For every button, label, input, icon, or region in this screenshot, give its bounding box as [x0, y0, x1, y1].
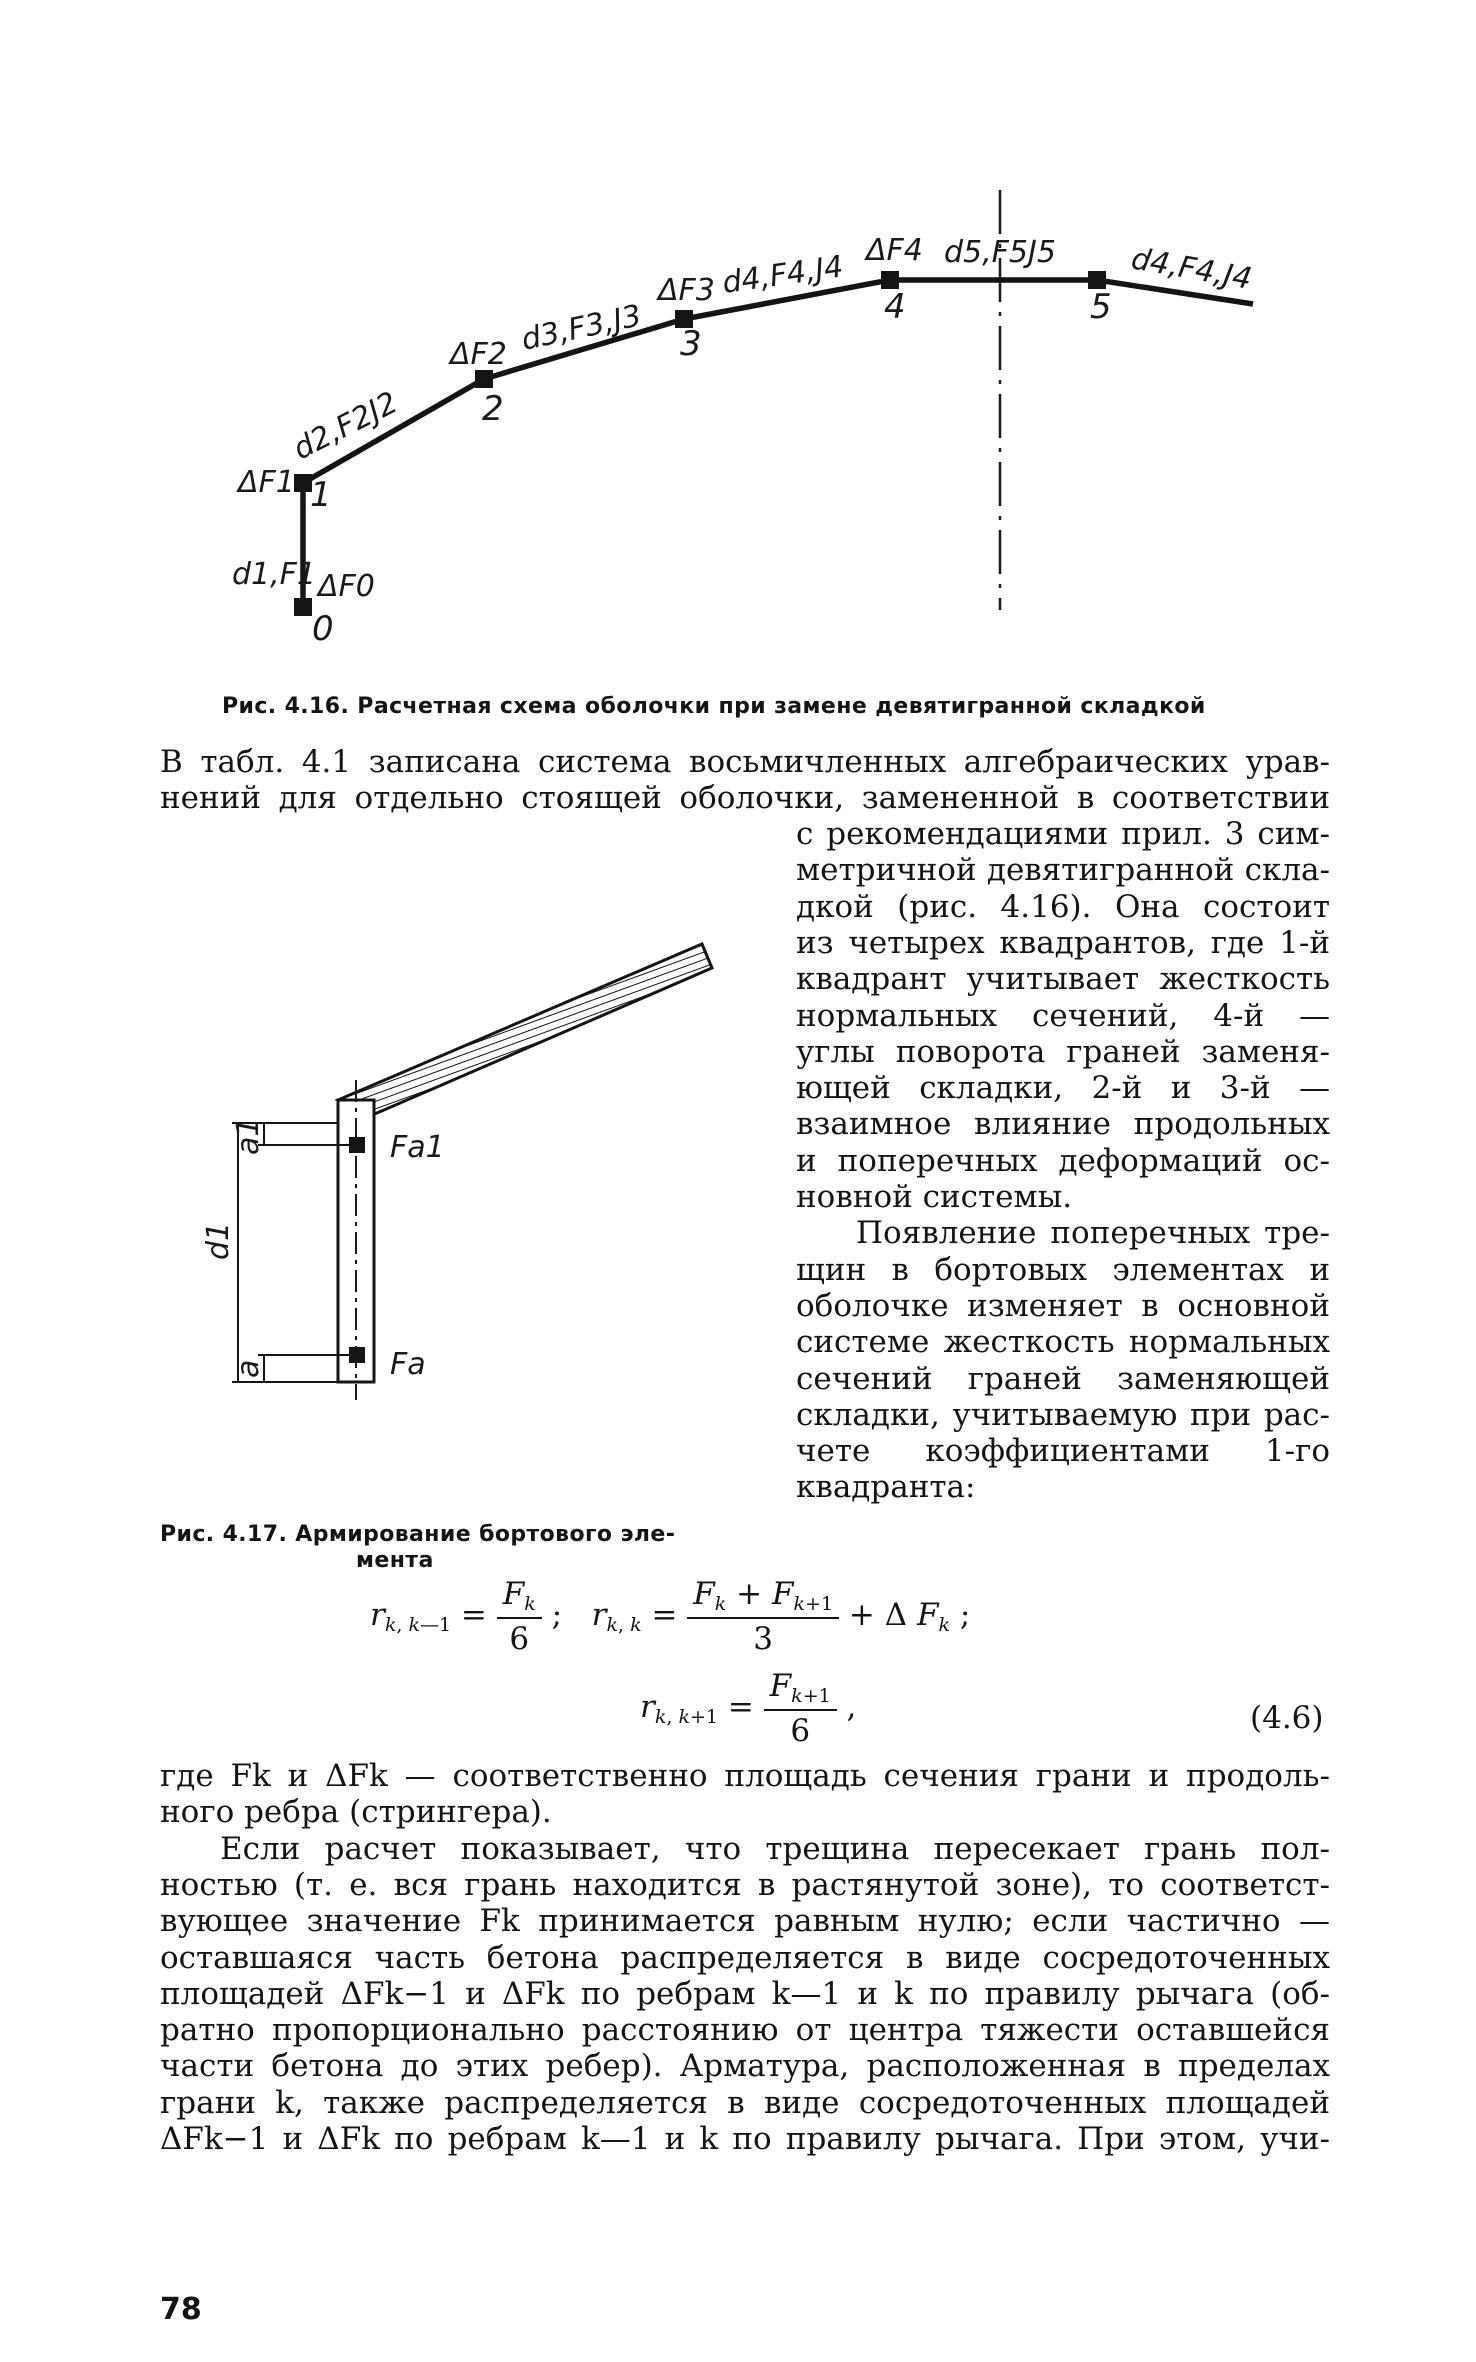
- seg3-label: d3,F3,J3: [518, 298, 645, 358]
- node-label-1: 1: [310, 475, 332, 515]
- text-line: из четырех квадрантов, где 1-й: [796, 925, 1330, 961]
- text-line: ющей складки, 2-й и 3-й —: [796, 1070, 1330, 1106]
- node-label-3: 3: [680, 324, 702, 364]
- equation-number: (4.6): [1250, 1700, 1324, 1736]
- text-line: метричной девятигранной скла-: [796, 852, 1330, 888]
- d1-label: d1: [201, 1221, 236, 1260]
- text-line: дкой (рис. 4.16). Она состоит: [796, 889, 1330, 925]
- text-line: складки, учитываемую при рас-: [796, 1397, 1330, 1433]
- equation-row-2: $r_{k, k+1}$ = $\frac{F_{k+1}}{6}$ ,: [640, 1668, 857, 1749]
- seg1-label: d1,F1: [232, 557, 317, 592]
- figure-4-16-caption: Рис. 4.16. Расчетная схема оболочки при замене девятигранной складкой: [222, 694, 1206, 719]
- a1-label: a1: [231, 1117, 266, 1155]
- text-line: нормальных сечений, 4-й —: [796, 998, 1330, 1034]
- text-line: новной системы.: [796, 1179, 1073, 1215]
- text-line: щин в бортовых элементах и: [796, 1252, 1330, 1288]
- page-number: 78: [160, 2292, 202, 2327]
- dF3-label: ΔF3: [658, 273, 715, 308]
- node-2: [475, 370, 493, 388]
- figure-4-17: [0, 880, 800, 1520]
- text-line: и поперечных деформаций ос-: [796, 1143, 1330, 1179]
- node-label-5: 5: [1090, 287, 1112, 327]
- text-line: ΔFk−1 и ΔFk по ребрам k—1 и k по правилу рычага. При этом, учи-: [160, 2121, 1330, 2157]
- dF2-label: ΔF2: [450, 337, 507, 372]
- dF0-label: ΔF0: [318, 569, 375, 604]
- rebar-top: [349, 1137, 365, 1153]
- figure-4-17-caption: Рис. 4.17. Армирование бортового эле-: [160, 1522, 676, 1547]
- text-line: углы поворота граней заменя-: [796, 1034, 1330, 1070]
- text-line: части бетона до этих ребер). Арматура, расположенная в пределах: [160, 2048, 1330, 2084]
- text-line: ностью (т. е. вся грань находится в растянутой зоне), то соответст-: [160, 1867, 1330, 1903]
- figure-4-17-caption-2: мента: [356, 1548, 434, 1573]
- seg6-label: d4,F4,J4: [1128, 241, 1255, 297]
- seg4-label: d4,F4,J4: [720, 249, 846, 301]
- text-line: чете коэффициентами 1-го: [796, 1433, 1330, 1469]
- seg2-label: d2,F2J2: [287, 385, 404, 468]
- text-line: нений для отдельно стоящей оболочки, замененной в соответствии: [160, 780, 1330, 816]
- node-0: [294, 598, 312, 616]
- shell-slab: [338, 944, 712, 1116]
- text-line: площадей ΔFk−1 и ΔFk по ребрам k—1 и k по правилу рычага (об-: [160, 1976, 1330, 2012]
- text-line: ратно пропорционально расстоянию от центра тяжести оставшейся: [160, 2012, 1330, 2048]
- text-line: В табл. 4.1 записана система восьмичленных алгебраических урав-: [160, 744, 1330, 780]
- shell-polyline: [303, 280, 1253, 608]
- text-line: сечений граней заменяющей: [796, 1361, 1330, 1397]
- node-label-0: 0: [312, 609, 334, 649]
- dF1-label: ΔF1: [238, 465, 295, 500]
- text-line: квадранта:: [796, 1469, 976, 1505]
- text-line: Появление поперечных тре-: [856, 1215, 1330, 1251]
- seg5-label: d5,F5J5: [944, 235, 1056, 270]
- text-line: оболочке изменяет в основной: [796, 1288, 1330, 1324]
- node-label-2: 2: [482, 389, 504, 429]
- figure-4-16: [0, 0, 1476, 700]
- Fa-label: Fa: [390, 1347, 426, 1382]
- Fa1-label: Fa1: [390, 1130, 445, 1165]
- text-line: оставшаяся часть бетона распределяется в виде сосредоточенных: [160, 1940, 1330, 1976]
- text-line: Если расчет показывает, что трещина пересекает грань пол-: [220, 1831, 1330, 1867]
- text-line: где Fk и ΔFk — соответственно площадь сечения грани и продоль-: [160, 1758, 1330, 1794]
- rebar-bottom: [349, 1347, 365, 1363]
- text-line: взаимное влияние продольных: [796, 1106, 1330, 1142]
- text-line: грани k, также распределяется в виде сосредоточенных площадей: [160, 2085, 1330, 2121]
- dF4-label: ΔF4: [866, 233, 923, 268]
- text-line: квадрант учитывает жесткость: [796, 961, 1330, 997]
- text-line: с рекомендациями прил. 3 сим-: [796, 816, 1330, 852]
- node-label-4: 4: [884, 287, 906, 327]
- equation-row-1: $r_{k, k—1}$ = $\frac{F_k}{6}$ ; $r_{k, k}$ = $\frac{F_k + F_{k+1}}{3}$ + Δ $F_k$ ;: [370, 1576, 971, 1657]
- text-line: системе жесткость нормальных: [796, 1324, 1330, 1360]
- a-label: a: [231, 1359, 266, 1378]
- text-line: ного ребра (стрингера).: [160, 1794, 552, 1830]
- text-line: вующее значение Fk принимается равным нулю; если частично —: [160, 1903, 1330, 1939]
